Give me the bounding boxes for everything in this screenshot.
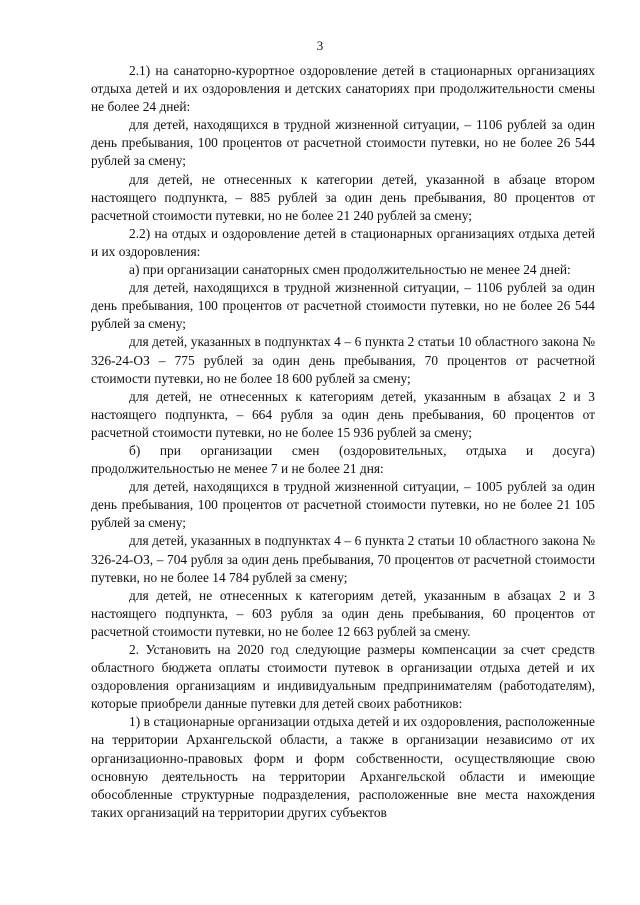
paragraph-2-2-b-listed-children: для детей, указанных в подпунктах 4 – 6 пункта 2 статьи 10 областного закона № 326-24-ОЗ, – 704 рубля за один день пребывания, 70 процентов от расчетной стоимости путевки, но не более 14 784 рублей за смену; bbox=[91, 533, 595, 585]
document-body bbox=[91, 62, 595, 822]
page-number: 3 bbox=[316, 38, 324, 53]
paragraph-2-1-stationary-organizations: 1) в стационарные организации отдыха детей и их оздоровления, расположенные на территории Архангельской области, а также в организации независимо от их организационно-правовых форм и форм собственности, осуществляющие свою основную деятельность на территории Архангельской области и имеющие обособленные структурные подразделения, расположенные вне места нахождения таких организаций на территории других субъектов bbox=[91, 714, 595, 820]
paragraph-2-compensation: 2. Установить на 2020 год следующие размеры компенсации за счет средств областного бюджета оплаты стоимости путевок в организации отдыха детей и их оздоровления организациям и индивидуальным предпринимателям (работодателям), которые приобрели данные путевки для детей своих работников: bbox=[91, 642, 595, 712]
paragraph-2-2-a-difficult-situation: для детей, находящихся в трудной жизненной ситуации, – 1106 рублей за один день пребывания, 100 процентов от расчетной стоимости путевки, но не более 26 544 рублей за смену; bbox=[91, 280, 595, 332]
paragraph-2-2-b-other-children: для детей, не отнесенных к категориям детей, указанным в абзацах 2 и 3 настоящего подпункта, – 603 рубля за один день пребывания, 60 процентов от расчетной стоимости путевки, но не более 12 663 рублей за смену. bbox=[91, 587, 595, 639]
paragraph-2-2-b-difficult-situation: для детей, находящихся в трудной жизненной ситуации, – 1005 рублей за один день пребывания, 100 процентов от расчетной стоимости путевки, но не более 21 105 рублей за смену; bbox=[91, 479, 595, 531]
paragraph-2-2-a-listed-children: для детей, указанных в подпунктах 4 – 6 пункта 2 статьи 10 областного закона № 326-24-ОЗ – 775 рублей за один день пребывания, 70 процентов от расчетной стоимости путевки, но не более 18 600 рублей за смену; bbox=[91, 334, 595, 386]
paragraph-2-2-a-other-children: для детей, не отнесенных к категориям детей, указанным в абзацах 2 и 3 настоящего подпункта, – 664 рубля за один день пребывания, 60 процентов от расчетной стоимости путевки, но не более 15 936 рублей за смену; bbox=[91, 388, 595, 440]
paragraph-2-1-intro: 2.1) на санаторно-курортное оздоровление детей в стационарных организациях отдыха детей и их оздоровления и детских санаториях при продолжительности смены не более 24 дней: bbox=[91, 63, 595, 115]
paragraph-2-2-b-intro: б) при организации смен (оздоровительных, отдыха и досуга) продолжительностью не менее 7 и не более 21 дня: bbox=[91, 442, 595, 477]
paragraph-2-1-other-children: для детей, не отнесенных к категории детей, указанной в абзаце втором настоящего подпункта, – 885 рублей за один день пребывания, 80 процентов от расчетной стоимости путевки, но не более 21 240 рублей за смену; bbox=[91, 171, 595, 223]
paragraph-2-1-difficult-situation: для детей, находящихся в трудной жизненной ситуации, – 1106 рублей за один день пребывания, 100 процентов от расчетной стоимости путевки, но не более 26 544 рублей за смену; bbox=[91, 117, 595, 169]
paragraph-2-2-intro: 2.2) на отдых и оздоровление детей в стационарных организациях отдыха детей и их оздоровления: bbox=[91, 225, 595, 259]
paragraph-2-2-a-intro: а) при организации санаторных смен продолжительностью не менее 24 дней: bbox=[129, 262, 571, 278]
